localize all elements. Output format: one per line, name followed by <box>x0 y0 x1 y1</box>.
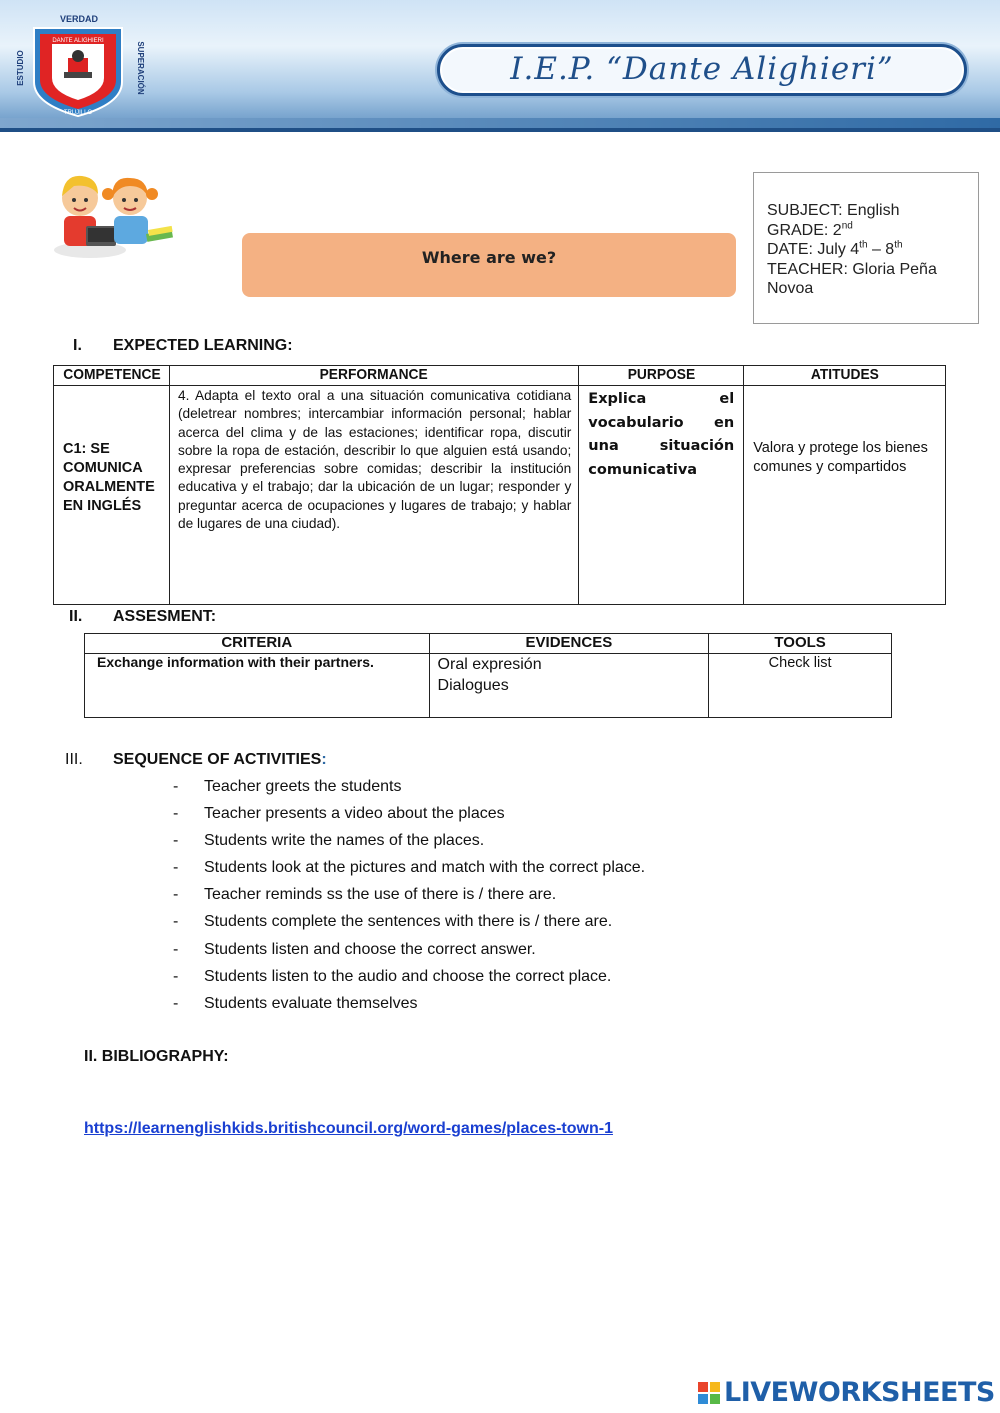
col-performance: PERFORMANCE <box>186 366 563 386</box>
competence-cell: C1: SE COMUNICA ORALMENTE EN INGLÉS <box>54 386 170 605</box>
list-item: - Students complete the sentences with there is / there are. <box>173 913 613 931</box>
subject-line: SUBJECT: English <box>767 202 900 219</box>
bibliography-link[interactable]: https://learnenglishkids.britishcouncil.org/word-games/places-town-1 <box>84 1120 613 1137</box>
activities-list <box>173 778 645 1022</box>
table-row <box>54 386 946 605</box>
crest-inner-text: DANTE ALIGHIERI <box>52 38 104 44</box>
crest-right-text: SUPERACIÓN <box>136 41 145 95</box>
col-evidences: EVIDENCES <box>429 634 709 654</box>
class-info-box <box>753 172 979 324</box>
evidences-cell <box>429 654 709 718</box>
purpose-cell: Explica el vocabulario en una situación comunicativa <box>579 386 744 605</box>
kids-laptop-illustration <box>50 168 180 262</box>
list-item: - Students look at the pictures and match with the correct place. <box>173 859 646 877</box>
table-header-row <box>85 634 892 654</box>
assessment-table <box>84 633 892 718</box>
liveworksheets-brand: LIVEWORKSHEETS <box>724 1377 995 1408</box>
col-criteria: CRITERIA <box>85 634 430 654</box>
col-tools: TOOLS <box>709 634 892 654</box>
criteria-cell: Exchange information with their partners. <box>85 654 430 718</box>
worksheet-title-box <box>242 233 736 297</box>
school-crest-logo <box>14 12 150 118</box>
list-item: - Teacher greets the students <box>173 778 402 795</box>
evidence-item: Dialogues <box>437 677 509 694</box>
teacher-line: TEACHER: Gloria Peña Novoa <box>767 260 937 297</box>
expected-learning-table <box>53 365 946 605</box>
list-item: - Teacher presents a video about the places <box>173 805 505 823</box>
list-item: - Students write the names of the places. <box>173 832 485 850</box>
school-name-banner <box>437 44 967 96</box>
date-line: DATE: July 4th – 8th <box>767 239 903 258</box>
worksheet-title: Where are we? <box>421 248 557 267</box>
grade-line: GRADE: 2nd <box>767 220 853 239</box>
col-purpose: PURPOSE <box>585 366 737 386</box>
crest-bottom-text: TRUJILLO <box>63 110 93 116</box>
school-name: I.E.P. “Dante Alighieri” <box>510 51 894 87</box>
liveworksheets-logo-icon <box>697 1378 723 1408</box>
header-line <box>0 128 1000 132</box>
list-item: - Teacher reminds ss the use of there is / there are. <box>173 886 557 904</box>
tools-cell: Check list <box>709 654 892 718</box>
school-header <box>0 0 1000 132</box>
evidence-item: Oral expresión <box>437 656 542 673</box>
list-item: - Students listen and choose the correct answer. <box>173 940 536 958</box>
attitudes-cell: Valora y protege los bienes comunes y compartidos <box>744 386 946 605</box>
col-competence: COMPETENCE <box>58 366 165 386</box>
list-item: - Students evaluate themselves <box>173 994 418 1012</box>
col-attitudes: ATITUDES <box>752 366 938 386</box>
bibliography-heading: II. BIBLIOGRAPHY: <box>84 1048 229 1065</box>
list-item: - Students listen to the audio and choose the correct place. <box>173 967 612 985</box>
table-header-row <box>54 366 946 386</box>
crest-left-text: ESTUDIO <box>16 50 25 86</box>
performance-cell: 4. Adapta el texto oral a una situación comunicativa cotidiana (deletrear nombres; intercambiar información personal; hablar acerca del clima y de las estaciones; identificar ropa, discutir sobre la ropa de estación, describir lo que alguien está usando; expresar preferencias sobre comidas; describir la institución educativa y el trabajo; dar la ubicación de un lugar; responder y preguntar acerca de ocupaciones y lugares de trabajo; y hablar de lugares de una ciudad). <box>169 386 578 605</box>
table-row <box>85 654 892 718</box>
crest-top-text: VERDAD <box>59 14 99 24</box>
